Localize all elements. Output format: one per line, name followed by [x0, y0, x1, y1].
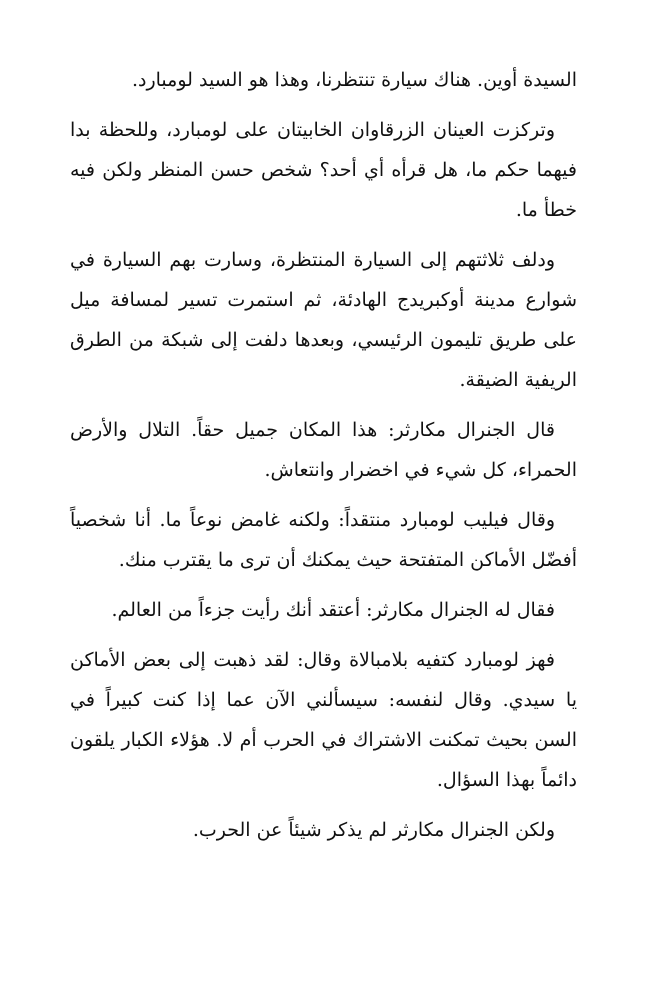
paragraph-4: قال الجنرال مكارثر: هذا المكان جميل حقاً. التلال والأرض الحمراء، كل شيء في اخضرار وانتعاش.	[70, 419, 577, 481]
page-text	[70, 60, 577, 860]
paragraph-6: فقال له الجنرال مكارثر: أعتقد أنك رأيت جزءاً من العالم.	[111, 599, 555, 621]
paragraph-2: وتركزت العينان الزرقاوان الخابيتان على لومبارد، وللحظة بدا فيهما حكم ما، هل قرأه أي أحد؟ شخص حسن المنظر ولكن فيه خطأ ما.	[70, 119, 577, 221]
paragraph-8: ولكن الجنرال مكارثر لم يذكر شيئاً عن الحرب.	[192, 819, 555, 841]
paragraph-7: فهز لومبارد كتفيه بلامبالاة وقال: لقد ذهبت إلى بعض الأماكن يا سيدي. وقال لنفسه: سيسألني الآن عما إذا كنت كبيراً في السن بحيث تمكنت الاشتراك في الحرب أم لا. هؤلاء الكبار يلقون دائماً بهذا السؤال.	[70, 649, 577, 791]
paragraph-1: السيدة أوين. هناك سيارة تنتظرنا، وهذا هو السيد لومبارد.	[131, 69, 577, 91]
paragraph-5: وقال فيليب لومبارد منتقداً: ولكنه غامض نوعاً ما. أنا شخصياً أفضّل الأماكن المتفتحة حيث يمكنك أن ترى ما يقترب منك.	[70, 509, 577, 571]
paragraph-3: ودلف ثلاثتهم إلى السيارة المنتظرة، وسارت بهم السيارة في شوارع مدينة أوكبريدج الهادئة، ثم استمرت تسير لمسافة ميل على طريق تليمون الرئيسي، وبعدها دلفت إلى شبكة من الطرق الريفية الضيقة.	[70, 249, 577, 391]
